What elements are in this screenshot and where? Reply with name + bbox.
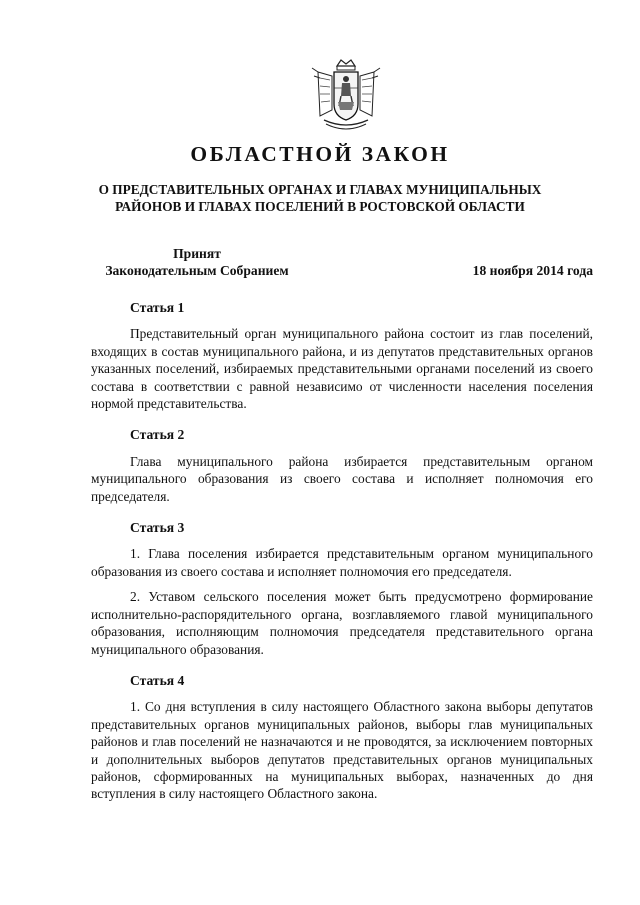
article-paragraph: Представительный орган муниципального района состоит из глав поселений, входящих в состав муниципального района, и из депутатов представительных органов указанных поселений, избираемых представительными органами поселений из своего состава в соответствии с равной независимо от численности населения поселения нормой представительства. (91, 326, 593, 412)
article-heading: Статья 2 (130, 427, 185, 443)
accepted-date: 18 ноября 2014 года (472, 263, 593, 278)
article-heading: Статья 1 (130, 300, 185, 315)
coat-of-arms-icon (310, 58, 382, 134)
article-1 (91, 299, 593, 412)
article-heading: Статья 3 (130, 520, 185, 536)
accepted-block (92, 245, 302, 279)
subtitle-line: О ПРЕДСТАВИТЕЛЬНЫХ ОРГАНАХ И ГЛАВАХ МУНИЦИПАЛЬНЫХ (98, 182, 542, 197)
accepted-by: Законодательным Собранием (105, 263, 289, 278)
article-paragraph: 1. Глава поселения избирается представительным органом муниципального образования из своего состава и исполняет полномочия его председателя. (91, 546, 593, 579)
document-title: ОБЛАСТНОЙ ЗАКОН (190, 142, 450, 166)
article-4 (91, 672, 593, 803)
article-2 (91, 426, 593, 505)
document-body (91, 299, 593, 817)
subtitle-line: РАЙОНОВ И ГЛАВАХ ПОСЕЛЕНИЙ В РОСТОВСКОЙ ОБЛАСТИ (115, 199, 525, 214)
article-paragraph: 1. Со дня вступления в силу настоящего Областного закона выборы депутатов представительных органов муниципальных районов, выборы глав муниципальных районов и глав поселений не назначаются и не проводятся, за исключением повторных и дополнительных выборов депутатов представительных органов муниципальных районов, сформированных на муниципальных выборах, назначенных до дня вступления в силу настоящего Областного закона. (91, 699, 593, 802)
article-paragraph: Глава муниципального района избирается представительным органом муниципального образования из своего состава и исполняет полномочия его председателя. (91, 453, 593, 504)
document-subtitle (60, 181, 580, 215)
article-3 (91, 519, 593, 658)
article-heading: Статья 4 (130, 672, 185, 688)
article-paragraph: 2. Уставом сельского поселения может быть предусмотрено формирование исполнительно-распорядительного органа, возглавляемого главой муниципального образования, исполняющим полномочия председателя представительного органа муниципального образования. (91, 589, 593, 657)
accepted-label: Принят (173, 246, 221, 261)
